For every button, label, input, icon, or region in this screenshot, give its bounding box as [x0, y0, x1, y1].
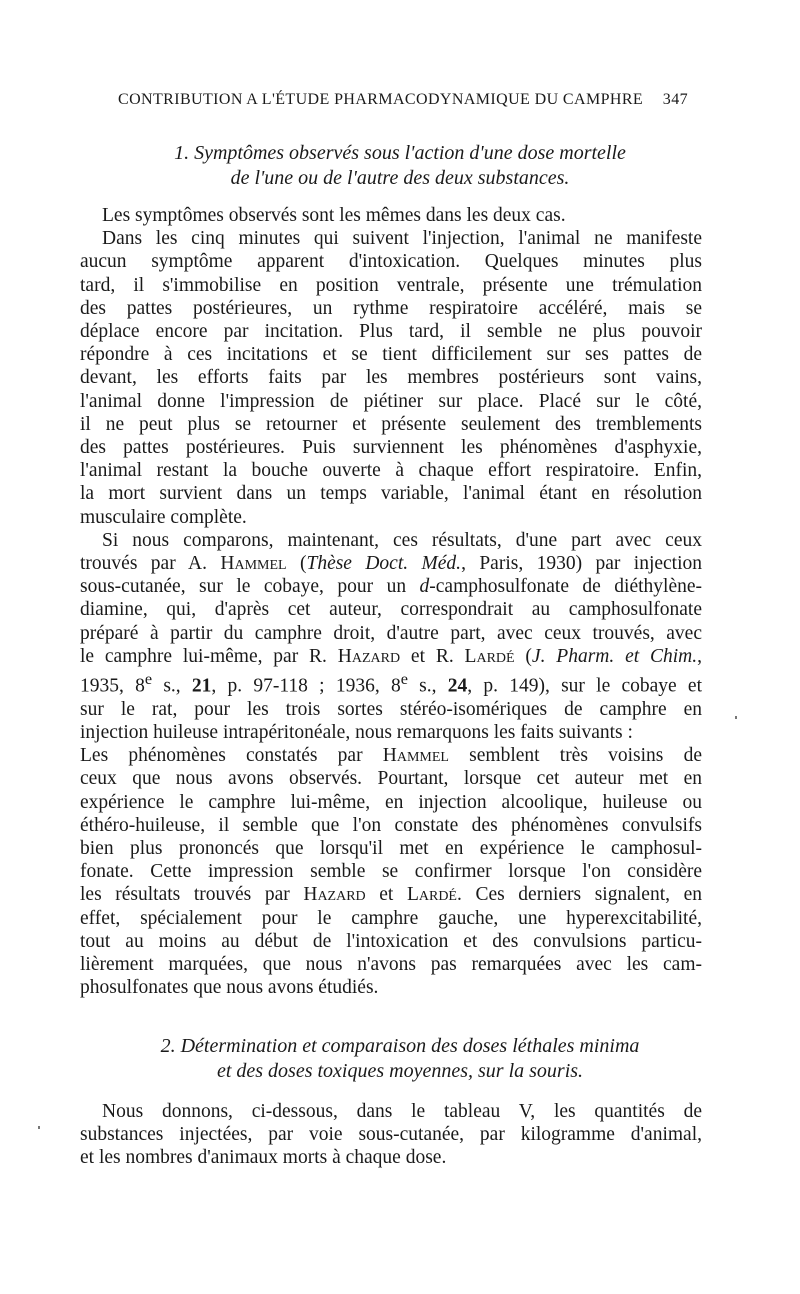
text-line: ceux que nous avons observés. Pourtant, lorsque cet auteur met en	[80, 768, 702, 790]
text-line: injection huileuse intrapéritonéale, nous remarquons les faits suivants :	[80, 721, 633, 743]
text-line: le camphre lui-même, par R. Hazard et R. Lardé (J. Pharm. et Chim.,	[80, 645, 702, 667]
text-line: diamine, qui, d'après cet auteur, correspondrait au camphosulfonate	[80, 599, 702, 621]
author-name: Hammel	[220, 553, 287, 575]
text-line: des pattes postérieures. Puis surviennent les phénomènes d'asphyxie,	[80, 437, 702, 459]
ink-speck	[38, 1126, 40, 1129]
citation-title: Thèse Doct. Méd.	[306, 553, 462, 575]
section-2-heading-line: 2. Détermination et comparaison des doses léthales minima	[160, 1035, 640, 1057]
author-name: Hazard	[337, 645, 401, 667]
paragraph	[80, 529, 702, 744]
section-2-heading-line: et des doses toxiques moyennes, sur la souris.	[216, 1060, 584, 1082]
text-line: préparé à partir du camphre droit, d'autre part, avec ceux trouvés, avec	[80, 622, 702, 644]
text-line: bien plus prononcés que lorsqu'il met en expérience le camphosul-	[80, 837, 702, 859]
text-line: l'animal restant la bouche ouverte à chaque effort respiratoire. Enfin,	[80, 460, 702, 482]
text-line: phosulfonates que nous avons étudiés.	[80, 977, 379, 999]
text-line: sur le rat, pour les trois sortes stéréo-isomériques de camphre en	[80, 698, 702, 720]
author-name: Lardé	[406, 884, 457, 906]
ink-speck	[735, 716, 737, 719]
text-line: il ne peut plus se retourner et présente seulement des tremblements	[80, 413, 702, 435]
text-line: aucun symptôme apparent d'intoxication. Quelques minutes plus	[80, 251, 702, 273]
text-line: l'animal donne l'impression de piétiner sur place. Placé sur le côté,	[80, 390, 702, 412]
text-line: Les symptômes observés sont les mêmes dans les deux cas.	[102, 205, 566, 226]
text-line: et les nombres d'animaux morts à chaque dose.	[80, 1147, 447, 1169]
paragraph	[80, 744, 702, 999]
paragraph	[80, 227, 702, 529]
text-line: répondre à ces incitations et se tient difficilement sur ses pattes de	[80, 344, 702, 366]
text-line: Dans les cinq minutes qui suivent l'injection, l'animal ne manifeste	[102, 228, 702, 250]
text-line: effet, spécialement pour le camphre gauche, une hyperexcitabilité,	[80, 907, 702, 929]
author-name: Hammel	[382, 745, 449, 767]
author-name: Hazard	[303, 884, 366, 906]
text-line: sous-cutanée, sur le cobaye, pour un d-camphosulfonate de diéthylène-	[80, 576, 702, 598]
section-1-heading-line: de l'une ou de l'autre des deux substances.	[230, 167, 570, 189]
text-line: lièrement marquées, que nous n'avons pas remarquées avec les cam-	[80, 954, 702, 975]
volume-number: 21	[191, 675, 212, 697]
paragraph	[80, 1100, 702, 1170]
text-line: devant, les efforts faits par les membres postérieurs sont vains,	[80, 367, 702, 389]
section-1-heading-line: 1. Symptômes observés sous l'action d'une dose mortelle	[174, 142, 626, 164]
text-line: expérience le camphre lui-même, en injection alcoolique, huileuse ou	[80, 791, 702, 813]
section-2-body	[80, 1100, 702, 1170]
text-line: déplace encore par incitation. Plus tard, il semble ne plus pouvoir	[80, 321, 702, 343]
running-header	[118, 91, 688, 113]
text-line: tout au moins au début de l'intoxication et des convulsions particu-	[80, 930, 702, 952]
text-line: la mort survient dans un temps variable, l'animal étant en résolution	[80, 483, 702, 505]
text-line: tard, il s'immobilise en position ventrale, présente une trémulation	[80, 274, 702, 296]
text-line: des pattes postérieures, un rythme respiratoire accéléré, mais se	[80, 297, 702, 319]
section-2-heading	[80, 1034, 720, 1084]
text-line: fonate. Cette impression semble se confirmer lorsque l'on considère	[80, 861, 702, 883]
section-1-heading	[80, 141, 720, 191]
author-name: Lardé	[464, 645, 515, 667]
paragraph	[80, 204, 702, 227]
text-line: Si nous comparons, maintenant, ces résultats, d'une part avec ceux	[102, 529, 702, 551]
page-number: 347	[662, 91, 688, 108]
text-line: musculaire complète.	[80, 506, 247, 528]
text-line: trouvés par A. Hammel (Thèse Doct. Méd., Paris, 1930) par injection	[80, 553, 703, 575]
volume-number: 24	[447, 675, 468, 697]
text-line: Nous donnons, ci-dessous, dans le tableau V, les quantités de	[102, 1101, 702, 1122]
text-line: les résultats trouvés par Hazard et Lardé. Ces derniers signalent, en	[80, 884, 702, 906]
citation-title: J. Pharm. et Chim.	[531, 645, 698, 667]
text-line: Les phénomènes constatés par Hammel semblent très voisins de	[80, 745, 702, 767]
text-line: 1935, 8e s., 21, p. 97-118 ; 1936, 8e s., 24, p. 149), sur le cobaye et	[80, 670, 703, 697]
running-title: CONTRIBUTION A L'ÉTUDE PHARMACODYNAMIQUE DU CAMPHRE	[118, 91, 644, 108]
text-line: éthéro-huileuse, il semble que l'on constate des phénomènes convulsifs	[80, 814, 702, 836]
section-1-body	[80, 204, 702, 999]
text-line: substances injectées, par voie sous-cutanée, par kilogramme d'animal,	[80, 1124, 702, 1146]
